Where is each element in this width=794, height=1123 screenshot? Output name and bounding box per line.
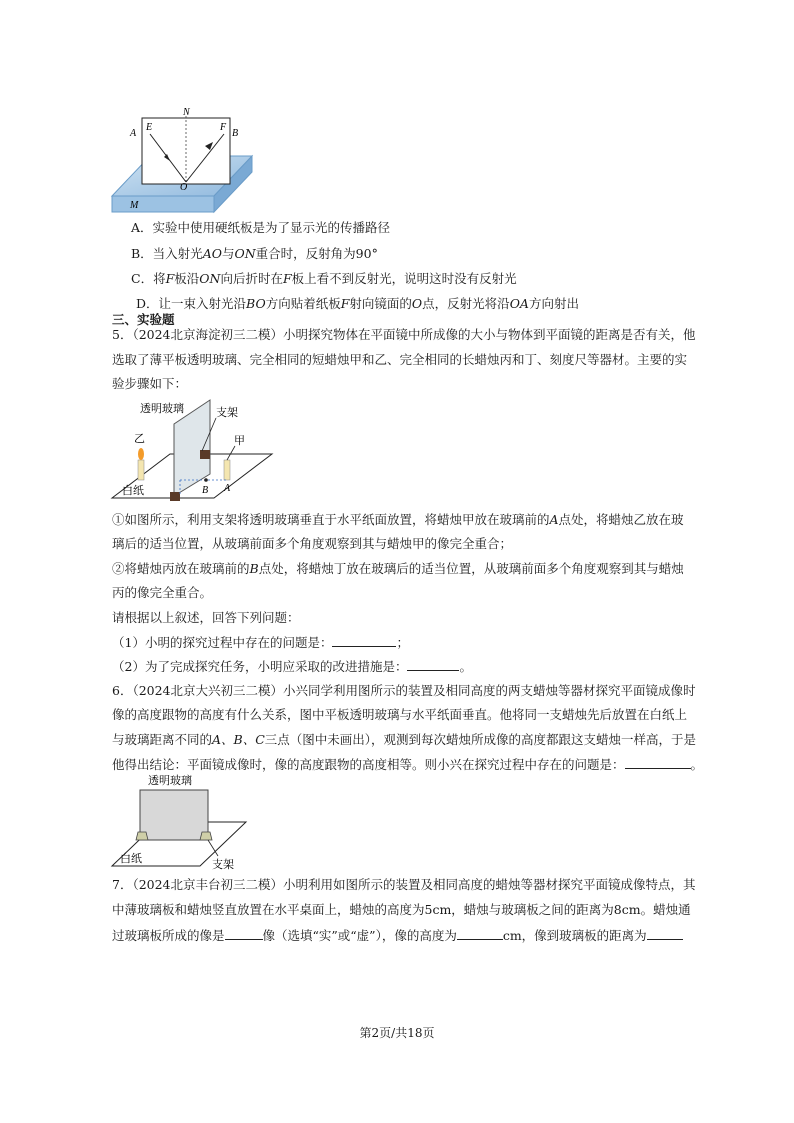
label-paper: 白纸 (122, 485, 144, 497)
glass-diagram-2 (110, 770, 250, 870)
page-footer: 第2页/共18页 (359, 1026, 435, 1040)
label-n: N (183, 107, 190, 118)
reflection-diagram (110, 104, 255, 214)
q7-line1: 7．（2024北京丰台初三二模）小明利用如图所示的装置及相同高度的蜡烛等器材探究平面镜成像特点，其 (112, 877, 696, 892)
q5-step2b: 丙的像完全重合。 (112, 585, 213, 600)
option-b: B．当入射光AO与ON重合时，反射角为90° (131, 246, 378, 261)
label-glass-2: 透明玻璃 (148, 775, 192, 787)
q5-sub2: （2）为了完成探究任务，小明应采取的改进措施是： 。 (112, 659, 472, 674)
label-paper-2: 白纸 (120, 853, 142, 865)
glass-figure-2 (110, 770, 250, 870)
q6-line3: 与玻璃距离不同的A、B、C三点（图中未画出），观测到每次蜡烛所成像的高度都跟这支蜡烛一样高，于是 (112, 732, 697, 747)
answer-blank-1[interactable] (332, 634, 396, 647)
label-m: M (130, 200, 139, 211)
label-jia: 甲 (234, 435, 245, 447)
answer-blank-2[interactable] (407, 658, 459, 671)
label-b-point: B (202, 485, 209, 496)
label-b: B (232, 128, 239, 139)
point-b (204, 478, 208, 482)
q5-sub1: （1）小明的探究过程中存在的问题是： ； (112, 635, 409, 650)
q6-line1: 6．（2024北京大兴初三二模）小兴同学利用图所示的装置及相同高度的两支蜡烛等器材探究平面镜成像时 (112, 683, 696, 698)
cardboard (142, 118, 230, 184)
q5-line1: 5．（2024北京海淀初三二模）小明探究物体在平面镜中所成像的大小与物体到平面镜的距离是否有关，他 (112, 327, 696, 342)
candle-figure-1 (110, 396, 275, 506)
label-glass: 透明玻璃 (140, 403, 184, 415)
answer-blank-4[interactable] (225, 927, 263, 940)
q7-line2: 中薄玻璃板和蜡烛竖直放置在水平桌面上，蜡烛的高度为5cm，蜡烛与玻璃板之间的距离为8cm。蜡烛通 (112, 902, 691, 917)
answer-blank-5[interactable] (457, 927, 503, 940)
option-a: A．实验中使用硬纸板是为了显示光的传播路径 (131, 220, 391, 235)
option-c: C．将F板沿ON向后折时在F板上看不到反射光，说明这时没有反射光 (131, 271, 517, 286)
q5-step2a: ②将蜡烛丙放在玻璃前的B点处，将蜡烛丁放在玻璃后的适当位置，从玻璃前面多个角度观察到其与蜡烛 (112, 561, 684, 576)
q5-line3: 验步骤如下： (112, 376, 188, 391)
stand-right (200, 832, 212, 840)
label-f: F (220, 122, 227, 133)
reflection-figure (110, 104, 255, 214)
q5-prompt: 请根据以上叙述，回答下列问题： (112, 610, 300, 625)
candle-jia (224, 460, 230, 480)
label-yi: 乙 (134, 433, 145, 445)
q7-line3: 过玻璃板所成的像是 像（选填“实”或“虚”），像的高度为 cm，像到玻璃板的距离为 (112, 927, 683, 944)
flame-yi (138, 448, 144, 460)
q5-step1a: ①如图所示，利用支架将透明玻璃垂直于水平纸面放置，将蜡烛甲放在玻璃前的A点处，将蜡烛乙放在玻 (112, 512, 684, 527)
candle-diagram-1 (110, 396, 275, 506)
answer-blank-3[interactable] (625, 756, 691, 769)
option-d: D．让一束入射光沿BO方向贴着纸板F射向镜面的O点，反射光将沿OA方向射出 (136, 296, 579, 311)
answer-blank-6[interactable] (647, 927, 683, 940)
q6-line2: 像的高度跟物的高度有什么关系，图中平板透明玻璃与水平纸面垂直。他将同一支蜡烛先后放置在白纸上 (112, 707, 688, 722)
q6-line4: 他得出结论：平面镜成像时，像的高度跟物的高度相等。则小兴在探究过程中存在的问题是： 。 (112, 757, 704, 772)
glass-panel-2 (140, 790, 208, 840)
label-stand-2: 支架 (212, 859, 234, 870)
q5-line2: 选取了薄平板透明玻璃、完全相同的短蜡烛甲和乙、完全相同的长蜡烛丙和丁、刻度尺等器材。主要的实 (112, 352, 688, 367)
label-a: A (130, 128, 137, 139)
mirror-front (112, 196, 214, 212)
section-title: 三、实验题 (112, 312, 175, 327)
label-o: O (180, 182, 188, 193)
label-e: E (146, 122, 153, 133)
stand-bottom (170, 492, 180, 501)
q5-step1b: 璃后的适当位置，从玻璃前面多个角度观察到其与蜡烛甲的像完全重合； (112, 536, 513, 551)
label-a-point: A (224, 483, 231, 494)
stand-left (136, 832, 148, 840)
label-stand: 支架 (216, 407, 238, 419)
candle-yi (138, 460, 144, 480)
stand-top (200, 450, 210, 459)
